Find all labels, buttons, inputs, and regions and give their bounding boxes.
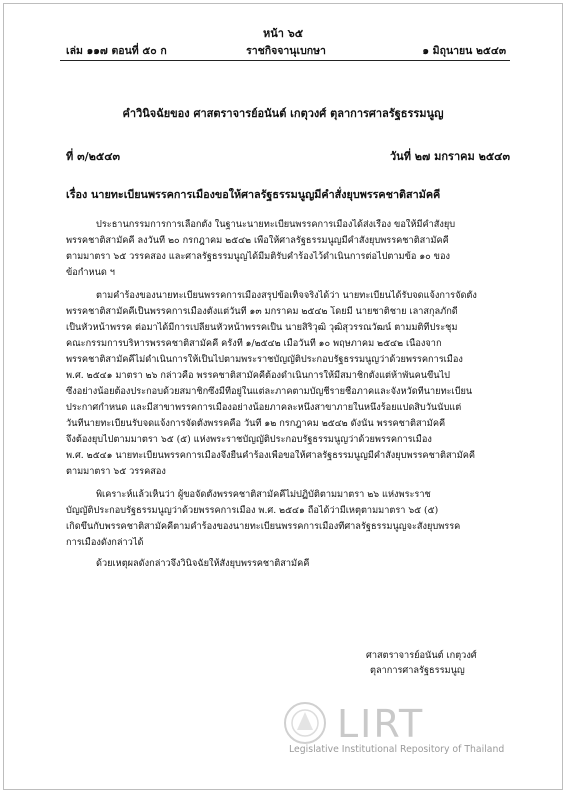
body-line: ตามคำร้องของนายทะเบียนพรรคการเมืองสรุปข้อเท็จจริงได้ว่า นายทะเบียนได้รับจดแจ้งการจัดตั้ง — [96, 290, 477, 301]
body-line: พ.ศ. ๒๕๔๑ นายทะเบียนพรรคการเมืองจึงยื่นคำร้องเพื่อขอให้ศาลรัฐธรรมนูญมีคำสั่งยุบพรรคชาติสามัคคี — [66, 450, 476, 461]
decision-subject: เรื่อง นายทะเบียนพรรคการเมืองขอให้ศาลรัฐธรรมนูญมีคำสั่งยุบพรรคชาติสามัคคี — [66, 188, 441, 201]
body-line: ข้อกำหนด ฯ — [66, 267, 115, 278]
publication-name: ราชกิจจานุเบกษา — [246, 45, 326, 57]
body-line: ซึ่งอย่างน้อยต้องประกอบด้วยสมาชิกซึ่งมีที่อยู่ในแต่ละภาคตามบัญชีรายชื่อภาคและจังหวัดที่นายทะเบียน — [66, 386, 473, 397]
decision-date: วันที่ ๒๗ มกราคม ๒๕๔๓ — [390, 150, 510, 163]
repository-watermark — [275, 694, 525, 774]
body-line: พรรคชาติสามัคคีเป็นพรรคการเมืองตั้งแต่วันที่ ๑๓ มกราคม ๒๕๔๒ โดยมี นายชาติชาย เลาสกุลภักดี — [66, 306, 458, 317]
publication-date: ๑ มิถุนายน ๒๕๔๓ — [422, 45, 506, 57]
repository-logo: LIRT — [337, 702, 425, 746]
body-line: บัญญัติประกอบรัฐธรรมนูญว่าด้วยพรรคการเมือง พ.ศ. ๒๕๔๑ ถือได้ว่ามีเหตุตามมาตรา ๖๕ (๕) — [66, 505, 439, 516]
body-line: เกิดขึ้นกับพรรคชาติสามัคคีตามคำร้องของนายทะเบียนพรรคการเมืองที่ศาลรัฐธรรมนูญจะสั่งยุบพรรค — [66, 521, 461, 532]
decision-title: คำวินิจฉัยของ ศาสตราจารย์อนันต์ เกตุวงศ์ ตุลาการศาลรัฐธรรมนูญ — [122, 107, 444, 120]
body-line: วันที่นายทะเบียนรับจดแจ้งการจัดตั้งพรรคคือ วันที่ ๑๒ กรกฎาคม ๒๕๔๒ ดังนั้น พรรคชาติสามัคคี — [66, 418, 446, 429]
header-divider — [60, 60, 510, 61]
body-line: ตามมาตรา ๖๕ วรรคสอง — [66, 466, 166, 477]
body-line: จึงต้องยุบไปตามมาตรา ๖๕ (๕) แห่งพระราชบัญญัติประกอบรัฐธรรมนูญว่าด้วยพรรคการเมือง — [66, 434, 432, 445]
body-line: ประกาศกำหนด และมีสาขาพรรคการเมืองอย่างน้อยภาคละหนึ่งสาขาภายในหนึ่งร้อยแปดสิบวันนับแต่ — [66, 402, 462, 413]
signature-name: ศาสตราจารย์อนันต์ เกตุวงศ์ — [366, 650, 477, 661]
body-line: พรรคชาติสามัคคี ลงวันที่ ๒๐ กรกฎาคม ๒๕๔๒ เพื่อให้ศาลรัฐธรรมนูญมีคำสั่งยุบพรรคชาติสามัคคี — [66, 235, 449, 246]
body-line: ตามมาตรา ๖๕ วรรคสอง และศาลรัฐธรรมนูญได้มีมติรับคำร้องไว้ดำเนินการต่อไปตามข้อ ๑๐ ของ — [66, 251, 450, 262]
body-line: การเมืองดังกล่าวได้ — [66, 537, 144, 548]
body-line: พิเคราะห์แล้วเห็นว่า ผู้ขอจัดตั้งพรรคชาติสามัคคีไม่ปฏิบัติตามมาตรา ๒๖ แห่งพระราช — [96, 489, 431, 500]
volume-info: เล่ม ๑๑๗ ตอนที่ ๕๐ ก — [66, 45, 167, 57]
body-line: ด้วยเหตุผลดังกล่าวจึงวินิจฉัยให้สั่งยุบพรรคชาติสามัคคี — [96, 558, 310, 569]
repository-caption: Legislative Institutional Repository of Thailand — [289, 744, 505, 755]
decision-number: ที่ ๓/๒๕๔๓ — [66, 150, 121, 163]
body-line: พรรคชาติสามัคคีไม่ดำเนินการให้เป็นไปตามพระราชบัญญัติประกอบรัฐธรรมนูญว่าด้วยพรรคการเมือง — [66, 354, 463, 365]
body-line: พ.ศ. ๒๕๔๑ มาตรา ๒๖ กล่าวคือ พรรคชาติสามัคคีต้องดำเนินการให้มีสมาชิกตั้งแต่ห้าพันคนขึ้นไป — [66, 370, 451, 381]
body-line: เป็นหัวหน้าพรรค ต่อมาได้มีการเปลี่ยนหัวหน้าพรรคเป็น นายสิริวุฒิ วุฒิสุวรรณวัฒน์ ตามมติที่ประชุม — [66, 322, 458, 333]
gazette-header — [66, 42, 506, 56]
repository-seal-icon — [277, 700, 333, 746]
body-line: ประธานกรรมการการเลือกตั้ง ในฐานะนายทะเบียนพรรคการเมืองได้ส่งเรื่อง ขอให้มีคำสั่งยุบ — [96, 219, 456, 230]
page-number: หน้า ๖๕ — [262, 27, 304, 40]
signature-position: ตุลาการศาลรัฐธรรมนูญ — [370, 665, 465, 676]
body-line: คณะกรรมการบริหารพรรคชาติสามัคคี ครั้งที่ ๑/๒๕๔๒ เมื่อวันที่ ๑๐ พฤษภาคม ๒๕๔๒ เนื่องจาก — [66, 338, 442, 349]
